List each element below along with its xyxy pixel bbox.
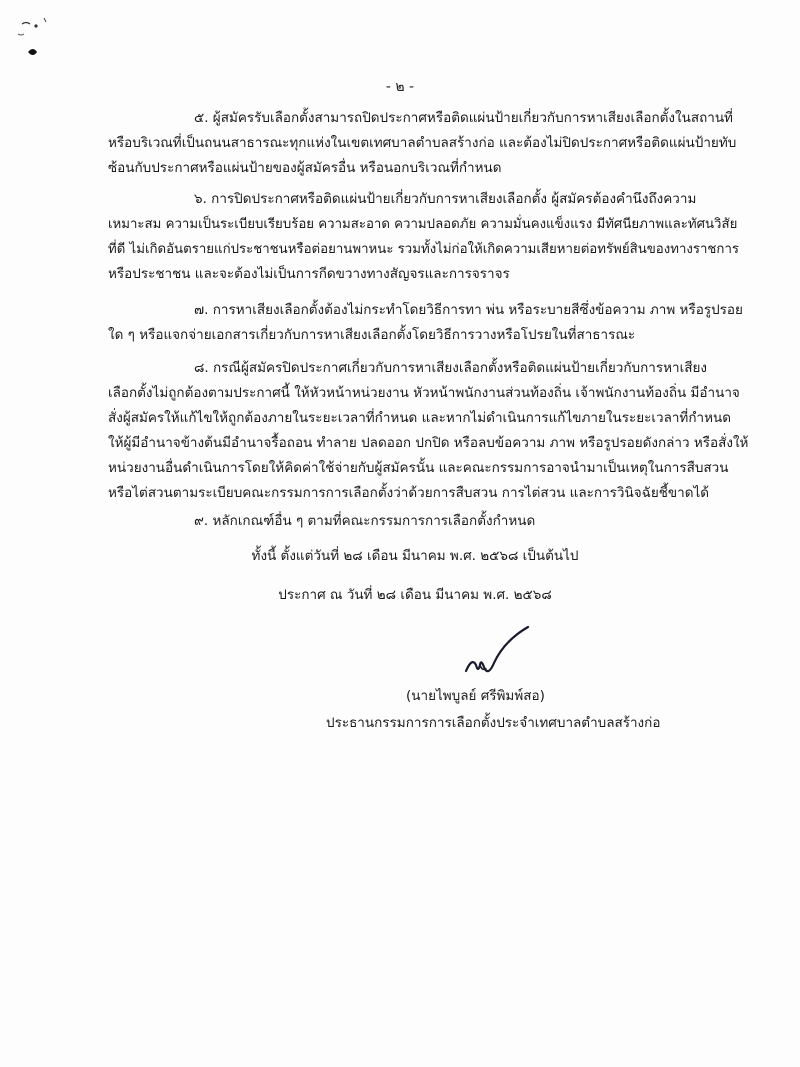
- clause-8-line-2: เลือกตั้งไม่ถูกต้องตามประกาศนี้ ให้หัวหน้าหน่วยงาน หัวหน้าพนักงานส่วนท้องถิ่น เจ้าพนักงานท้องถิ่น มีอำนาจ: [108, 385, 740, 401]
- clause-7-line-1: ๗. การหาเสียงเลือกตั้งต้องไม่กระทำโดยวิธีการทา พ่น หรือระบายสีซึ่งข้อความ ภาพ หรือรูปรอย: [194, 302, 743, 318]
- clause-8: [108, 356, 748, 506]
- clause-7: [108, 298, 748, 348]
- clause-5-line-1: ๕. ผู้สมัครรับเลือกตั้งสามารถปิดประกาศหรือติดแผ่นป้ายเกี่ยวกับการหาเสียงเลือกตั้งในสถานที่: [194, 110, 733, 126]
- clause-5-line-2: หรือบริเวณที่เป็นถนนสาธารณะทุกแห่งในเขตเทศบาลตำบลสร้างก่อ และต้องไม่ปิดประกาศหรือติดแผ่นป้ายทับ: [108, 135, 737, 151]
- clause-6-line-4: หรือประชาชน และจะต้องไม่เป็นการกีดขวางทางสัญจรและการจราจร: [108, 266, 510, 282]
- signer-name: (นายไพบูลย์ ศรีพิมพ์สอ): [406, 688, 545, 704]
- clause-8-line-1: ๘. กรณีผู้สมัครปิดประกาศเกี่ยวกับการหาเสียงเลือกตั้งหรือติดแผ่นป้ายเกี่ยวกับการหาเสียง: [194, 360, 707, 376]
- clause-6: [108, 187, 748, 287]
- clause-7-line-2: ใด ๆ หรือแจกจ่ายเอกสารเกี่ยวกับการหาเสียงเลือกตั้งโดยวิธีการวางหรือโปรยในที่สาธารณะ: [108, 327, 636, 343]
- announcement-date-line: ประกาศ ณ วันที่ ๒๘ เดือน มีนาคม พ.ศ. ๒๕๖๘: [278, 587, 552, 603]
- clause-9-line-1: ๙. หลักเกณฑ์อื่น ๆ ตามที่คณะกรรมการการเลือกตั้งกำหนด: [194, 513, 536, 529]
- clause-6-line-3: ที่ดี ไม่เกิดอันตรายแก่ประชาชนหรือต่อยานพาหนะ รวมทั้งไม่ก่อให้เกิดความเสียหายต่อทรัพย์สินของทางราชการ: [108, 242, 740, 257]
- clause-5: [108, 106, 748, 181]
- effective-date-line: ทั้งนี้ ตั้งแต่วันที่ ๒๘ เดือน มีนาคม พ.ศ. ๒๕๖๘ เป็นต้นไป: [251, 548, 579, 564]
- clause-6-line-2: เหมาะสม ความเป็นระเบียบเรียบร้อย ความสะอาด ความปลอดภัย ความมั่นคงแข็งแรง มีทัศนียภาพและทัศนวิสัย: [108, 217, 738, 232]
- clause-8-line-5: หน่วยงานอื่นดำเนินการโดยให้คิดค่าใช้จ่ายกับผู้สมัครนั้น และคณะกรรมการอาจนำมาเป็นเหตุในการสืบสวน: [108, 460, 729, 476]
- clause-6-line-1: ๖. การปิดประกาศหรือติดแผ่นป้ายเกี่ยวกับการหาเสียงเลือกตั้ง ผู้สมัครต้องคำนึงถึงความ: [194, 191, 697, 207]
- clause-8-line-3: สั่งผู้สมัครให้แก้ไขให้ถูกต้องภายในระยะเวลาที่กำหนด และหากไม่ดำเนินการแก้ไขภายในระยะเวลาที่กำหนด: [108, 410, 731, 426]
- clause-8-line-6: หรือไต่สวนตามระเบียบคณะกรรมการการเลือกตั้งว่าด้วยการสืบสวน การไต่สวน และการวินิจฉัยชี้ขาดได้: [108, 485, 710, 501]
- scan-marks: [14, 10, 54, 65]
- signer-position: ประธานกรรมการการเลือกตั้งประจำเทศบาลตำบลสร้างก่อ: [326, 715, 661, 731]
- clause-8-line-4: ให้ผู้มีอำนาจข้างต้นมีอำนาจรื้อถอน ทำลาย ปลดออก ปกปิด หรือลบข้อความ ภาพ หรือรูปรอยดังกล่าว หรือสั่งให้: [108, 435, 749, 451]
- page-number: - ๒ -: [385, 79, 415, 95]
- clause-9: [108, 509, 748, 534]
- signature: [458, 625, 538, 685]
- clause-5-line-3: ซ้อนกับประกาศหรือแผ่นป้ายของผู้สมัครอื่น หรือนอกบริเวณที่กำหนด: [108, 160, 502, 176]
